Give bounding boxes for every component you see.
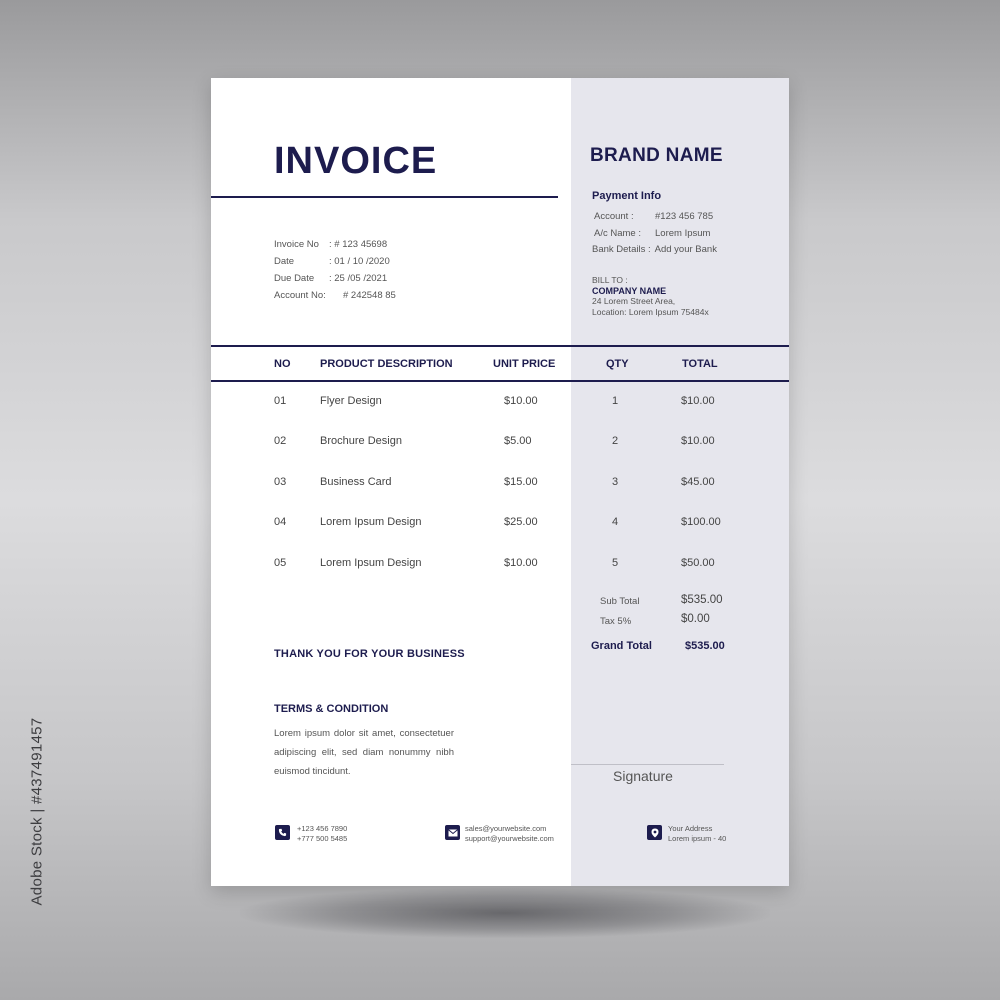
subtotal-value: $535.00 [681,594,723,606]
brand-name: BRAND NAME [590,145,723,166]
email-support: support@yourwebsite.com [465,833,554,843]
phone-number-1: +123 456 7890 [297,824,348,833]
row-total: $100.00 [681,516,721,528]
header-product-description: PRODUCT DESCRIPTION [320,358,453,370]
header-qty: QTY [606,358,629,370]
payment-value: Add your Bank [654,244,717,255]
table-row [211,516,789,536]
row-qty: 3 [612,476,619,488]
payment-info [592,209,717,259]
mail-icon [445,825,460,840]
row-total: $10.00 [681,435,715,447]
location-pin-icon [647,825,662,840]
table-row [211,395,789,415]
table-row [211,557,789,577]
company-name: COMPANY NAME [592,285,667,296]
email-sales: sales@yourwebsite.com [465,824,547,833]
title-divider [211,196,558,198]
table-row [211,476,789,496]
subtotal-label: Sub Total [600,596,640,607]
row-unit-price: $5.00 [504,435,532,447]
table-header-bottom-rule [211,380,789,382]
address-line-1: Your Address [668,824,713,833]
row-total: $50.00 [681,557,715,569]
meta-value: : 01 / 10 /2020 [329,256,390,267]
meta-value: : # 123 45698 [329,239,388,250]
row-description: Business Card [320,476,392,488]
row-description: Lorem Ipsum Design [320,557,422,569]
row-qty: 4 [612,516,619,528]
bill-to-block [592,275,709,317]
signature-line [571,764,724,765]
terms-heading: TERMS & CONDITION [274,703,389,715]
table-top-rule [211,345,789,347]
meta-label: Account No: [274,290,326,301]
signature-label: Signature [613,768,673,784]
tax-value: $0.00 [681,613,710,625]
meta-account-no [274,287,396,304]
phone-numbers [297,824,347,843]
row-no: 01 [274,395,287,407]
row-unit-price: $15.00 [504,476,538,488]
row-unit-price: $25.00 [504,516,538,528]
row-qty: 5 [612,557,619,569]
grand-total-value: $535.00 [685,640,725,652]
meta-label: Date [274,256,295,267]
row-description: Flyer Design [320,395,382,407]
row-no: 03 [274,476,287,488]
row-unit-price: $10.00 [504,557,538,569]
footer-address [668,824,726,843]
payment-value: Lorem Ipsum [655,227,711,239]
address-line-2: Lorem ipsum - 40 [668,833,727,843]
payment-ac-name [592,226,717,243]
row-no: 04 [274,516,287,528]
email-addresses [465,824,554,843]
payment-info-heading: Payment Info [592,190,662,202]
header-no: NO [274,358,291,370]
grand-total-label: Grand Total [591,640,652,652]
paper-shadow [240,888,770,938]
row-unit-price: $10.00 [504,395,538,407]
invoice-meta [274,236,396,304]
company-location-line: Location: Lorem Ipsum 75484x [592,306,709,317]
row-no: 05 [274,557,287,569]
row-total: $45.00 [681,476,715,488]
terms-body: Lorem ipsum dolor sit amet, consectetuer adipiscing elit, sed diam nonummy nibh euismod tincidunt. [274,728,454,777]
meta-value: # 242548 85 [343,290,396,301]
meta-date [274,253,396,270]
row-description: Brochure Design [320,435,402,447]
meta-invoice-no [274,236,396,253]
meta-label: Invoice No [274,239,319,250]
bill-to-label: BILL TO : [592,275,628,285]
row-no: 02 [274,435,287,447]
meta-value: : 25 /05 /2021 [329,273,388,284]
stock-id-text: Adobe Stock | #437491457 [28,717,46,906]
meta-due-date [274,270,396,287]
table-row [211,435,789,455]
payment-value: #123 456 785 [655,211,714,222]
row-description: Lorem Ipsum Design [320,516,422,528]
company-address-line: 24 Lorem Street Area, [592,296,676,306]
header-unit-price: UNIT PRICE [493,358,556,370]
invoice-title: INVOICE [274,140,438,182]
payment-bank-details [592,242,717,259]
row-qty: 1 [612,395,619,407]
payment-label: A/c Name : [594,227,641,239]
payment-account [592,209,717,226]
tax-label: Tax 5% [600,616,632,627]
phone-number-2: +777 500 5485 [297,833,348,843]
phone-icon [275,825,290,840]
invoice-document [211,78,789,886]
row-total: $10.00 [681,395,715,407]
thank-you-message: THANK YOU FOR YOUR BUSINESS [274,648,465,660]
payment-label: Bank Details : [592,244,651,255]
row-qty: 2 [612,435,619,447]
meta-label: Due Date [274,273,315,284]
header-total: TOTAL [682,358,718,370]
payment-label: Account : [594,211,634,222]
